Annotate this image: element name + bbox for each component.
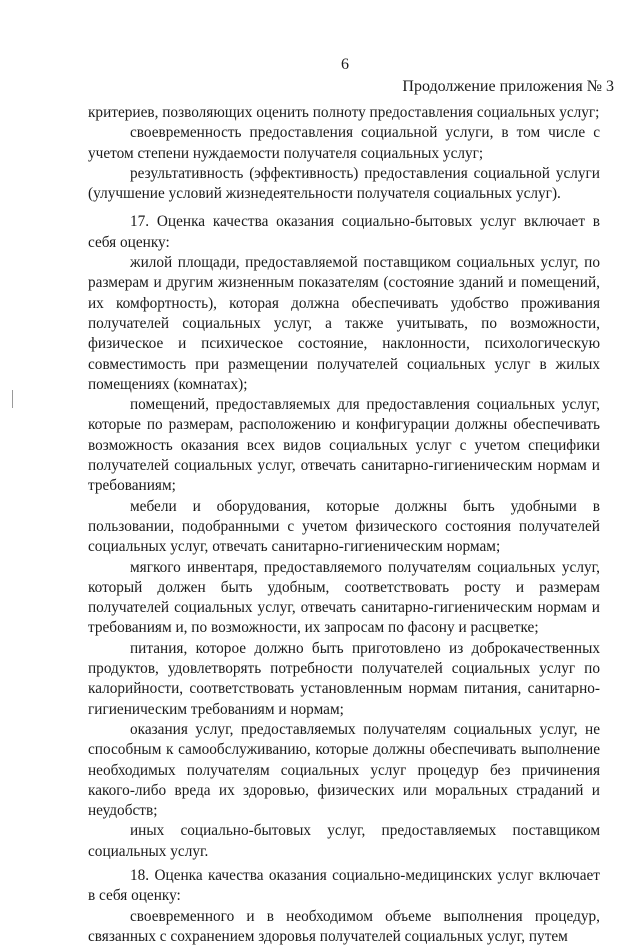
- paragraph-item-18: 18. Оценка качества оказания социально-медицинских услуг включает в себя оценку:: [88, 866, 600, 905]
- paragraph: питания, которое должно быть приготовлено из доброкачественных продуктов, удовлетворять потребности получателей социальных услуг по калорийности, соответствовать установленным нормам питания, санитарно-гигиеническим требованиям и нормам;: [88, 639, 600, 718]
- paragraph: мягкого инвентаря, предоставляемого получателям социальных услуг, который должен быть удобным, соответствовать росту и размерам получателей социальных услуг, отвечать санитарно-гигиеническим нормам и требованиям и, по возможности, их запросам по фасону и расцветке;: [88, 558, 600, 637]
- paragraph: своевременного и в необходимом объеме выполнения процедур, связанных с сохранением здоровья получателей социальных услуг, путем: [88, 907, 600, 945]
- document-body: [88, 103, 600, 947]
- paragraph-item-17: 17. Оценка качества оказания социально-бытовых услуг включает в себя оценку:: [88, 213, 600, 251]
- paragraph: иных социально-бытовых услуг, предоставляемых поставщиком социальных услуг.: [88, 822, 600, 860]
- appendix-continuation-note: Продолжение приложения № 3: [402, 78, 614, 95]
- paragraph: своевременность предоставления социальной услуги, в том числе с учетом степени нуждаемости получателя социальных услуг;: [88, 124, 600, 162]
- page-number: 6: [341, 56, 349, 73]
- paragraph: результативность (эффективность) предоставления социальной услуги (улучшение условий жизнедеятельности получателя социальных услуг).: [88, 164, 600, 203]
- paragraph: оказания услуг, предоставляемых получателям социальных услуг, не способным к самообслуживанию, которые должны обеспечивать выполнение необходимых получателям социальных услуг процедур без причинения какого-либо вреда их здоровью, физических или моральных страданий и неудобств;: [88, 720, 600, 820]
- paragraph: помещений, предоставляемых для предоставления социальных услуг, которые по размерам, расположению и конфигурации должны обеспечивать возможность оказания всех видов социальных услуг с учетом специфики получателей социальных услуг, отвечать санитарно-гигиеническим нормам и требованиям;: [88, 396, 600, 495]
- paragraph: критериев, позволяющих оценить полноту предоставления социальных услуг;: [88, 104, 600, 121]
- scan-margin-mark: [12, 390, 13, 408]
- paragraph: жилой площади, предоставляемой поставщиком социальных услуг, по размерам и другим жизненным показателям (состояние зданий и помещений, их комфортность), которая должна обеспечивать удобство проживания получателей социальных услуг, а также учитывать, по возможности, физическое и психическое состояние, наклонности, психологическую совместимость при размещении получателей социальных услуг в жилых помещениях (комнатах);: [88, 254, 600, 393]
- paragraph: мебели и оборудования, которые должны быть удобными в пользовании, подобранными с учетом физического состояния получателей социальных услуг, отвечать санитарно-гигиеническим нормам;: [88, 497, 600, 556]
